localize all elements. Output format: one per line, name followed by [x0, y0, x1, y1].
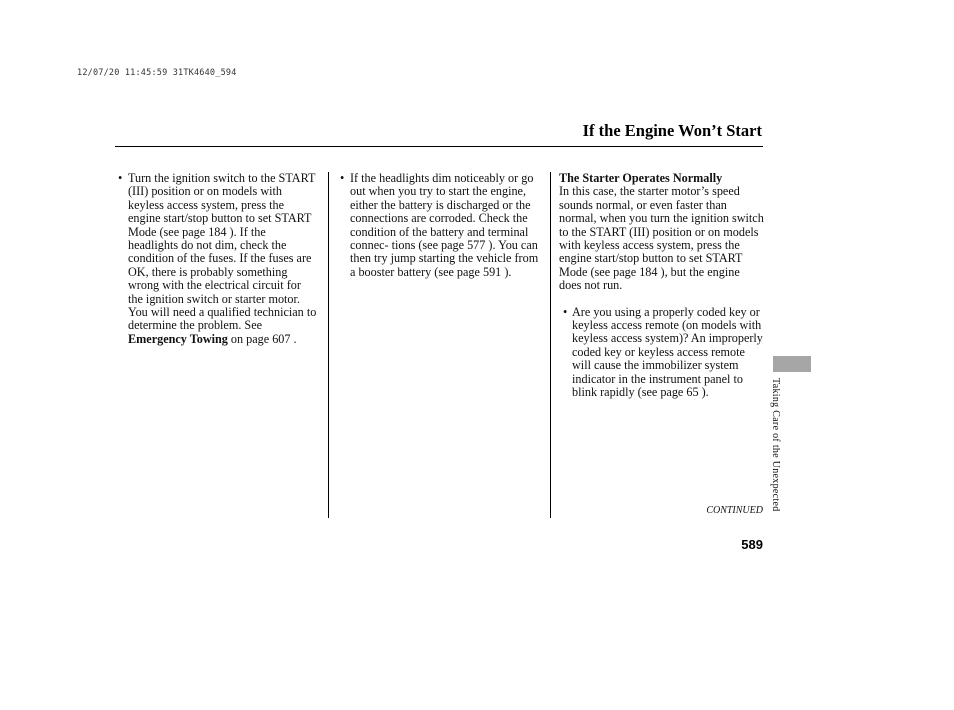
column-middle — [340, 172, 540, 279]
bullet-coded-key — [563, 306, 764, 400]
section-heading: The Starter Operates Normally — [559, 171, 723, 185]
bullet-ignition-check — [118, 172, 318, 346]
page-number: 589 — [741, 537, 763, 552]
emergency-towing-link[interactable]: Emergency Towing — [128, 331, 228, 346]
column-divider-1 — [328, 172, 329, 518]
bullet-dot: • — [118, 171, 123, 185]
column-left — [118, 172, 318, 346]
continued-label: CONTINUED — [706, 505, 763, 516]
bullet-text: Turn the ignition switch to the START (III) position or on models with keyless access system, press the engine start/stop button to set START Mode (see page 184 ). If the headlights do not dim, check the condition of the fuses. If the fuses are OK, there is probably something wrong with the electrical circuit for the ignition switch or starter motor. You will need a qualified technician to determine the problem. See — [128, 171, 317, 333]
section-paragraph: In this case, the starter motor’s speed sounds normal, or even faster than normal, when you turn the ignition switch to the START (III) position or on models with keyless access system, press the engine start/stop button to set START Mode (see page 184 ), but the engine does not run. — [559, 184, 764, 293]
page-reference: on page 607 . — [227, 331, 297, 346]
bullet-headlights-dim — [340, 172, 540, 279]
title-rule — [115, 146, 763, 147]
bullet-dot: • — [340, 171, 345, 185]
print-stamp: 12/07/20 11:45:59 31TK4640_594 — [77, 68, 237, 78]
page-title: If the Engine Won’t Start — [582, 121, 762, 140]
section-tab — [773, 356, 811, 372]
section-side-label: Taking Care of the Unexpected — [770, 378, 781, 512]
column-divider-2 — [550, 172, 551, 518]
bullet-dot: • — [563, 304, 568, 319]
bullet-text: If the headlights dim noticeably or go out when you try to start the engine, either the battery is discharged or the connections are corroded. Check the condition of the battery and terminal connec- tions (see page 577 ). You can then try jump starting the vehicle from a booster battery (see page 591 ). — [350, 171, 539, 279]
bullet-text: Are you using a properly coded key or keyless access remote (on models with keyless access system)? An improperly coded key or keyless access remote will cause the immobilizer system indicator in the instrument panel to blink rapidly (see page 65 ). — [572, 304, 763, 400]
column-right — [559, 172, 764, 400]
